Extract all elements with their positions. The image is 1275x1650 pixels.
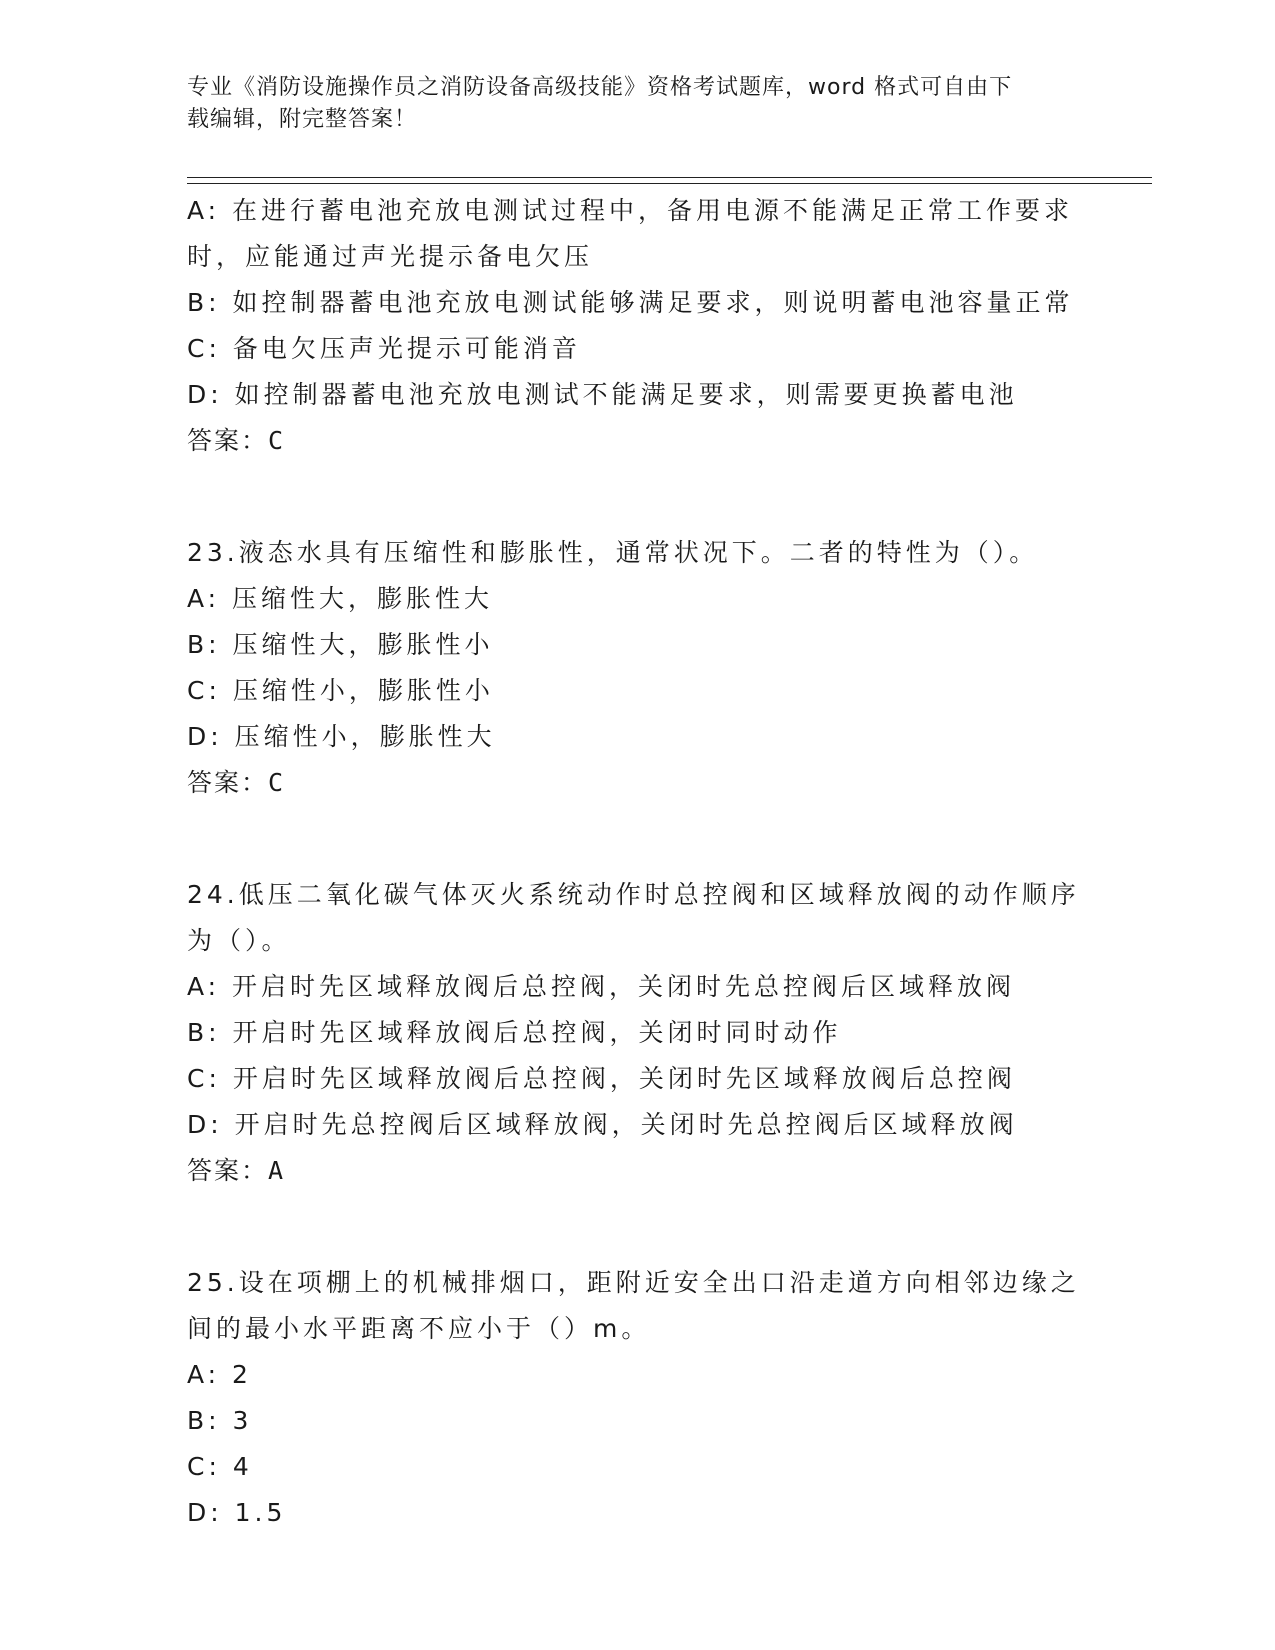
- question-23: [187, 530, 1087, 806]
- answer-value: C: [268, 768, 286, 797]
- question-stem-line-1: 25.设在项棚上的机械排烟口，距附近安全出口沿走道方向相邻边缘之: [187, 1268, 1080, 1297]
- option-c: C: 压缩性小，膨胀性小: [187, 676, 494, 705]
- answer-label: 答案：: [187, 1156, 269, 1185]
- option-a-line-1: A: 在进行蓄电池充放电测试过程中，备用电源不能满足正常工作要求: [187, 196, 1074, 225]
- header-rule-top: [187, 177, 1152, 178]
- header-line-1: 专业《消防设施操作员之消防设备高级技能》资格考试题库，word 格式可自由下: [187, 75, 1013, 100]
- option-d: D: 如控制器蓄电池充放电测试不能满足要求，则需要更换蓄电池: [187, 380, 1018, 409]
- option-d: D: 开启时先总控阀后区域释放阀，关闭时先总控阀后区域释放阀: [187, 1110, 1018, 1139]
- answer: [187, 760, 1087, 806]
- option-a: A: 压缩性大，膨胀性大: [187, 584, 494, 613]
- option-d: D: 压缩性小，膨胀性大: [187, 722, 496, 751]
- option-c: C: 4: [187, 1452, 253, 1481]
- option-a: A: 开启时先区域释放阀后总控阀，关闭时先总控阀后区域释放阀: [187, 972, 1016, 1001]
- option-c: C: 备电欠压声光提示可能消音: [187, 334, 581, 363]
- answer-label: 答案：: [187, 768, 269, 797]
- question-stem-line-1: 24.低压二氧化碳气体灭火系统动作时总控阀和区域释放阀的动作顺序: [187, 880, 1080, 909]
- option-a: A: 2: [187, 1360, 252, 1389]
- document-header: [187, 72, 1087, 136]
- option-a-line-2: 时，应能通过声光提示备电欠压: [187, 242, 594, 271]
- option-b: B: 开启时先区域释放阀后总控阀，关闭时同时动作: [187, 1018, 842, 1047]
- question-stem-line-2: 为（）。: [187, 926, 291, 955]
- question-stem: 23.液态水具有压缩性和膨胀性，通常状况下。二者的特性为（）。: [187, 538, 1039, 567]
- question-22-continued: [187, 188, 1087, 464]
- question-stem-line-2: 间的最小水平距离不应小于（）m。: [187, 1314, 651, 1343]
- option-b: B: 3: [187, 1406, 253, 1435]
- option-b: B: 如控制器蓄电池充放电测试能够满足要求，则说明蓄电池容量正常: [187, 288, 1074, 317]
- option-c: C: 开启时先区域释放阀后总控阀，关闭时先区域释放阀后总控阀: [187, 1064, 1016, 1093]
- header-line-2: 载编辑，附完整答案！: [187, 107, 418, 132]
- answer-label: 答案：: [187, 426, 269, 455]
- answer-value: A: [268, 1156, 286, 1185]
- question-25: [187, 1260, 1087, 1536]
- answer-value: C: [268, 426, 286, 455]
- answer: [187, 1148, 1087, 1194]
- question-list: [187, 188, 1087, 1536]
- header-rule-bottom: [187, 183, 1152, 184]
- option-d: D: 1.5: [187, 1498, 287, 1527]
- option-b: B: 压缩性大，膨胀性小: [187, 630, 494, 659]
- answer: [187, 418, 1087, 464]
- question-24: [187, 872, 1087, 1194]
